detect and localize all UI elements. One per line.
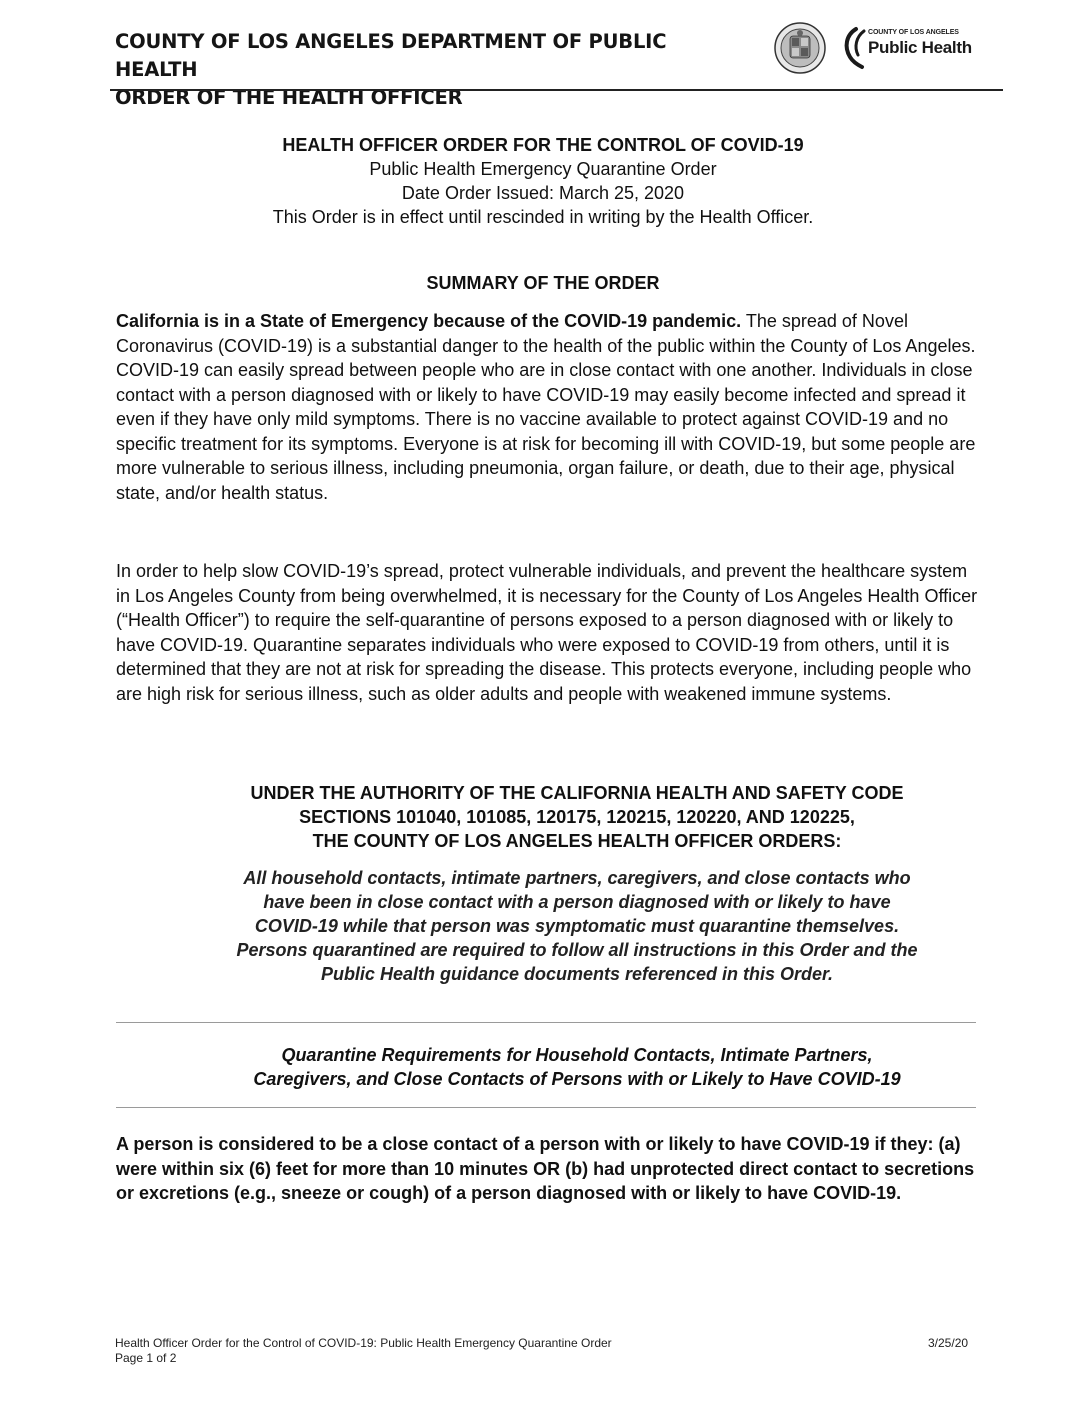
requirements-heading-line: Quarantine Requirements for Household Contacts, Intimate Partners, [281,1045,873,1065]
requirements-heading-line: Caregivers, and Close Contacts of Persons with or Likely to Have COVID-19 [253,1069,901,1089]
public-health-logo [840,25,980,71]
header-divider [110,89,1003,91]
order-subtitle: Public Health Emergency Quarantine Order [369,159,717,179]
logo-county-text: COUNTY OF LOS ANGELES [868,29,959,36]
summary-paragraph-1 [116,309,986,505]
authority-line: UNDER THE AUTHORITY OF THE CALIFORNIA HEALTH AND SAFETY CODE [250,783,904,803]
authority-line: SECTIONS 101040, 101085, 120175, 120215, 120220, AND 120225, [299,807,855,827]
section-divider-bottom [116,1107,976,1108]
header-department: COUNTY OF LOS ANGELES DEPARTMENT OF PUBLIC HEALTH [115,30,667,81]
public-health-mark-icon [840,25,870,71]
close-contact-definition: A person is considered to be a close contact of a person with or likely to have COVID-19 if they: (a) were within six (6) feet for more than 10 minutes OR (b) had unprotected direct contact to secretions or excretions (e.g., sneeze or cough) of a person diagnosed with or likely to have COVID-19. [116,1134,975,1203]
summary-paragraph-2: In order to help slow COVID-19’s spread, protect vulnerable individuals, and prevent the healthcare system in Los Angeles County from being overwhelmed, it is necessary for the County of Los Angeles Health Officer (“Health Officer”) to require the self-quarantine of persons exposed to a person diagnosed with or likely to have COVID-19. Quarantine separates individuals who were exposed to COVID-19 from others, until it is determined that they are not at risk for spreading the disease. This protects everyone, including people who are high risk for serious illness, such as older adults and people with weakened immune systems. [116,561,978,704]
title-block [110,133,976,229]
header-order-label: ORDER OF THE HEALTH OFFICER [115,86,463,109]
order-statement [110,866,1044,986]
date-issued: Date Order Issued: March 25, 2020 [401,183,685,203]
order-statement-line: have been in close contact with a person diagnosed with or likely to have [263,892,891,912]
summary-paragraph-1-text: The spread of Novel Coronavirus (COVID-19) is a substantial danger to the health of the public within the County of Los Angeles. COVID-19 can easily spread between people who are in close contact with one another. Individuals in close contact with a person diagnosed with or likely to have COVID-19 may easily become infected and spread it even if they have only mild symptoms. There is no vaccine available to protect against COVID-19 and no specific treatment for its symptoms. Everyone is at risk for becoming ill with COVID-19, but some people are more vulnerable to serious illness, including pneumonia, organ failure, or death, due to their age, physical state, and/or health status. [116,311,976,503]
footer-date: 3/25/20 [928,1336,969,1350]
footer-title: Health Officer Order for the Control of COVID-19: Public Health Emergency Quarantine Order [115,1336,612,1350]
page-footer [115,1336,612,1366]
effect-statement: This Order is in effect until rescinded in writing by the Health Officer. [272,207,814,227]
authority-line: THE COUNTY OF LOS ANGELES HEALTH OFFICER ORDERS: [312,831,842,851]
order-statement-line: COVID-19 while that person was symptomatic must quarantine themselves. [254,916,900,936]
emergency-statement: California is in a State of Emergency because of the COVID-19 pandemic. [116,311,742,331]
footer-page-number: Page 1 of 2 [115,1351,177,1365]
order-title: HEALTH OFFICER ORDER FOR THE CONTROL OF COVID-19 [282,135,804,155]
authority-block [110,781,1044,853]
order-statement-line: Persons quarantined are required to follow all instructions in this Order and the [236,940,918,960]
requirements-heading [110,1043,1044,1091]
summary-heading: SUMMARY OF THE ORDER [426,273,660,293]
section-divider-top [116,1022,976,1023]
logo-public-health-text: Public Health [868,38,972,57]
county-seal-icon [773,21,827,75]
document-header [115,28,755,112]
order-statement-line: Public Health guidance documents referenced in this Order. [320,964,834,984]
order-statement-line: All household contacts, intimate partners, caregivers, and close contacts who [243,868,911,888]
